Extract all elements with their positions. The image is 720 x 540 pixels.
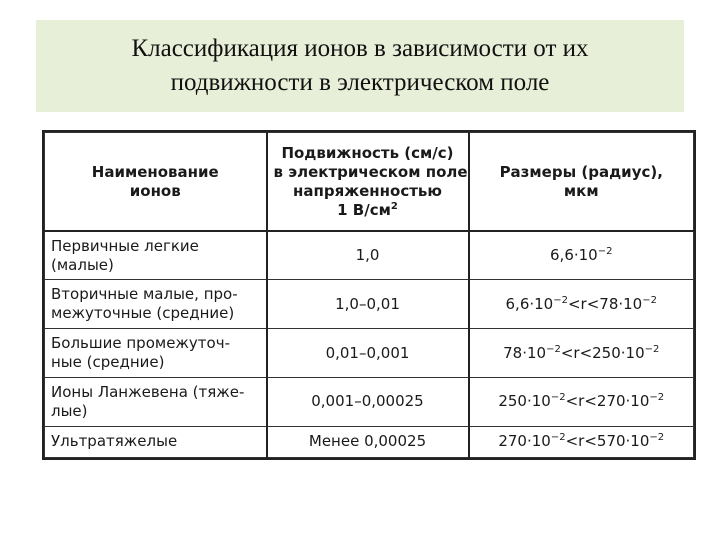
size-exponent: −2 <box>597 246 613 258</box>
size-exponent: −2 <box>644 343 660 355</box>
slide-title <box>36 20 684 112</box>
size-exponent: −2 <box>546 343 561 355</box>
ion-name-line: лые) <box>51 401 88 420</box>
table-row <box>45 231 694 280</box>
ion-name-line: Первичные легкие <box>51 236 199 255</box>
table-row <box>45 280 694 329</box>
title-line-2: подвижности в электрическом поле <box>170 69 550 96</box>
ion-name-line: Ионы Ланжевена (тяже- <box>51 382 245 401</box>
ion-name-cell <box>45 280 267 329</box>
size-exponent: −2 <box>550 432 566 444</box>
header-mobility-line: Подвижность (см/с) <box>281 143 454 162</box>
ion-name-cell <box>45 378 267 427</box>
header-size <box>469 133 694 232</box>
mobility-cell: 0,001–0,00025 <box>267 378 469 427</box>
header-name <box>45 133 267 232</box>
ion-name-line: Большие промежуточ- <box>51 334 230 353</box>
size-cell <box>469 280 694 329</box>
size-exponent: −2 <box>649 392 665 404</box>
header-mobility-line <box>274 201 462 220</box>
mobility-cell: 0,01–0,001 <box>267 329 469 378</box>
title-line-1: Классификация ионов в зависимости от их <box>131 35 589 62</box>
header-mobility-exponent: 2 <box>390 200 398 212</box>
size-cell <box>469 231 694 280</box>
header-name-line: ионов <box>129 181 181 200</box>
ion-name-cell <box>45 426 267 457</box>
size-value: <r<250·10 <box>560 343 645 362</box>
ion-name-line: межуточные (средние) <box>51 304 235 323</box>
size-exponent: −2 <box>649 432 665 444</box>
mobility-cell: 1,0–0,01 <box>267 280 469 329</box>
size-value: 270·10 <box>498 432 551 451</box>
size-cell <box>469 329 694 378</box>
size-exponent: −2 <box>642 294 657 306</box>
header-mobility-line: в электрическом поле <box>273 162 468 181</box>
ion-classification-table <box>42 130 696 460</box>
ion-name-line: (малые) <box>51 255 114 274</box>
size-value: <r<570·10 <box>565 432 650 451</box>
size-value: 6,6·10 <box>505 294 554 313</box>
ion-name-line: ные (средние) <box>51 353 165 372</box>
mobility-cell: 1,0 <box>267 231 469 280</box>
size-exponent: −2 <box>553 294 568 306</box>
table-row <box>45 329 694 378</box>
header-size-line: Размеры (радиус), <box>499 162 663 181</box>
size-value: 250·10 <box>498 392 551 411</box>
size-value: 6,6·10 <box>550 246 598 265</box>
header-size-line: мкм <box>563 181 599 200</box>
ion-name-cell <box>45 231 267 280</box>
size-cell <box>469 426 694 457</box>
ion-name-line: Вторичные малые, про- <box>51 285 238 304</box>
header-mobility-line: напряженностью <box>292 181 442 200</box>
header-name-line: Наименование <box>91 162 219 181</box>
size-value: 78·10 <box>503 343 547 362</box>
ion-name-cell <box>45 329 267 378</box>
table-row <box>45 426 694 457</box>
size-cell <box>469 378 694 427</box>
table-header-row <box>45 133 694 232</box>
size-value: <r<78·10 <box>567 294 643 313</box>
ion-name-line: Ультратяжелые <box>51 432 178 451</box>
header-mobility <box>267 133 469 232</box>
size-exponent: −2 <box>550 392 566 404</box>
header-mobility-unit: 1 В/см <box>337 200 391 219</box>
size-value: <r<270·10 <box>565 392 650 411</box>
mobility-cell: Менее 0,00025 <box>267 426 469 457</box>
table-row <box>45 378 694 427</box>
